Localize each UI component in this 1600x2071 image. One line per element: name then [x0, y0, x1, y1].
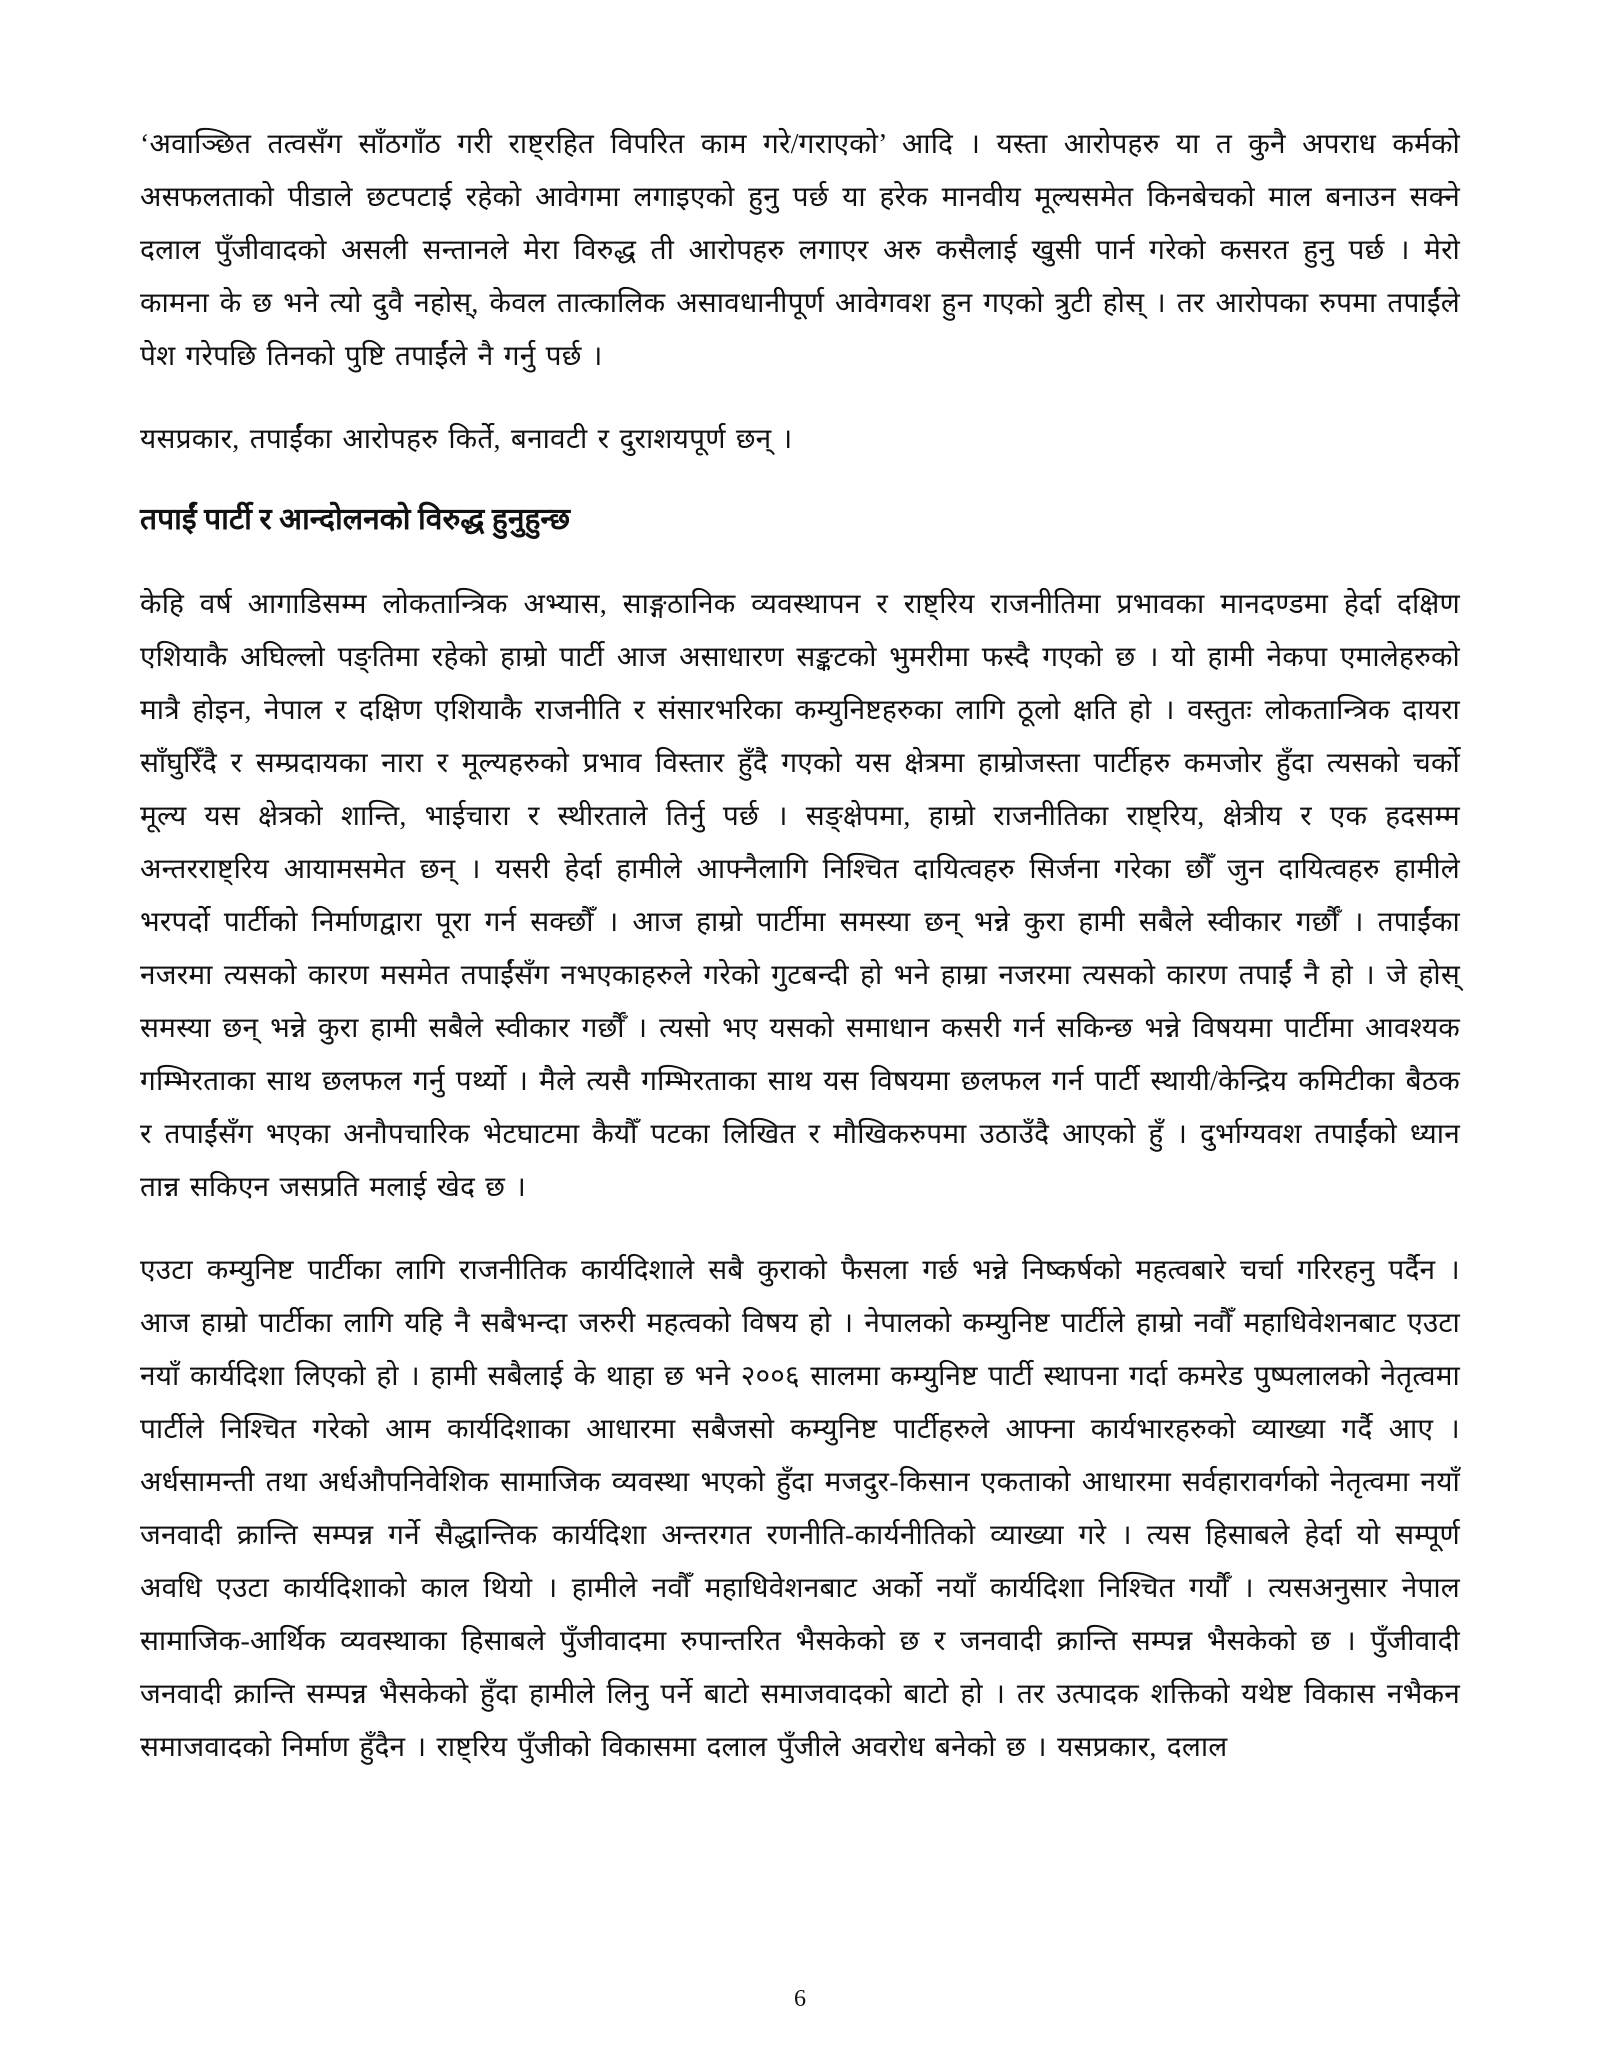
section-heading: तपाईं पार्टी र आन्दोलनको विरुद्ध हुनुहुन्छ: [140, 503, 571, 536]
paragraph-party-crisis: केहि वर्ष आगाडिसम्म लोकतान्त्रिक अभ्यास, साङ्गठानिक व्यवस्थापन र राष्ट्रिय राजनीतिमा प्रभावका मानदण्डमा हेर्दा दक्षिण एशियाकै अघिल्लो पङ्तिमा रहेको हाम्रो पार्टी आज असाधारण सङ्कटको भुमरीमा फस्दै गएको छ । यो हामी नेकपा एमालेहरुको मात्रै होइन, नेपाल र दक्षिण एशियाकै राजनीति र संसारभरिका कम्युनिष्टहरुका लागि ठूलो क्षति हो । वस्तुतः लोकतान्त्रिक दायरा साँघुरिँदै र सम्प्रदायका नारा र मूल्यहरुको प्रभाव विस्तार हुँदै गएको यस क्षेत्रमा हाम्रोजस्ता पार्टीहरु कमजोर हुँदा त्यसको चर्को मूल्य यस क्षेत्रको शान्ति, भाईचारा र स्थीरताले तिर्नु पर्छ । सङ्क्षेपमा, हाम्रो राजनीतिका राष्ट्रिय, क्षेत्रीय र एक हदसम्म अन्तरराष्ट्रिय आयामसमेत छन् । यसरी हेर्दा हामीले आफ्नैलागि निश्चित दायित्वहरु सिर्जना गरेका छौँ जुन दायित्वहरु हामीले भरपर्दो पार्टीको निर्माणद्वारा पूरा गर्न सक्छौँ । आज हाम्रो पार्टीमा समस्या छन् भन्ने कुरा हामी सबैले स्वीकार गर्छौँ । तपाईंका नजरमा त्यसको कारण मसमेत तपाईंसँग नभएकाहरुले गरेको गुटबन्दी हो भने हाम्रा नजरमा त्यसको कारण तपाईं नै हो । जे होस् समस्या छन् भन्ने कुरा हामी सबैले स्वीकार गर्छौँ । त्यसो भए यसको समाधान कसरी गर्न सकिन्छ भन्ने विषयमा पार्टीमा आवश्यक गम्भिरताका साथ छलफल गर्नु पर्थ्यो । मैले त्यसै गम्भिरताका साथ यस विषयमा छलफल गर्न पार्टी स्थायी/केन्द्रिय कमिटीका बैठक र तपाईंसँग भएका अनौपचारिक भेटघाटमा कैयौँ पटका लिखित र मौखिकरुपमा उठाउँदै आएको हुँ । दुर्भाग्यवश तपाईंको ध्यान तान्न सकिएन जसप्रति मलाई खेद छ ।: [140, 589, 1460, 1203]
page-number: 6: [794, 1986, 806, 2012]
paragraph-accusations: ‘अवाञ्छित तत्वसँग साँठगाँठ गरी राष्ट्रहित विपरित काम गरे/गराएको’ आदि । यस्ता आरोपहरु या त कुनै अपराध कर्मको असफलताको पीडाले छटपटाई रहेको आवेगमा लगाइएको हुनु पर्छ या हरेक मानवीय मूल्यसमेत किनबेचको माल बनाउन सक्ने दलाल पुँजीवादको असली सन्तानले मेरा विरुद्ध ती आरोपहरु लगाएर अरु कसैलाई खुसी पार्न गरेको कसरत हुनु पर्छ । मेरो कामना के छ भने त्यो दुवै नहोस्, केवल तात्कालिक असावधानीपूर्ण आवेगवश हुन गएको त्रुटी होस् । तर आरोपका रुपमा तपाईंले पेश गरेपछि तिनको पुष्टि तपाईंले नै गर्नु पर्छ ।: [140, 129, 1460, 372]
paragraph-conclusion-forged: यसप्रकार, तपाईंका आरोपहरु किर्ते, बनावटी र दुराशयपूर्ण छन् ।: [140, 424, 793, 455]
paragraph-political-line: एउटा कम्युनिष्ट पार्टीका लागि राजनीतिक कार्यदिशाले सबै कुराको फैसला गर्छ भन्ने निष्कर्षको महत्वबारे चर्चा गरिरहनु पर्दैन । आज हाम्रो पार्टीका लागि यहि नै सबैभन्दा जरुरी महत्वको विषय हो । नेपालको कम्युनिष्ट पार्टीले हाम्रो नवौँ महाधिवेशनबाट एउटा नयाँ कार्यदिशा लिएको हो । हामी सबैलाई के थाहा छ भने २००६ सालमा कम्युनिष्ट पार्टी स्थापना गर्दा कमरेड पुष्पलालको नेतृत्वमा पार्टीले निश्चित गरेको आम कार्यदिशाका आधारमा सबैजसो कम्युनिष्ट पार्टीहरुले आफ्ना कार्यभारहरुको व्याख्या गर्दै आए । अर्धसामन्ती तथा अर्धऔपनिवेशिक सामाजिक व्यवस्था भएको हुँदा मजदुर-किसान एकताको आधारमा सर्वहारावर्गको नेतृत्वमा नयाँ जनवादी क्रान्ति सम्पन्न गर्ने सैद्धान्तिक कार्यदिशा अन्तरगत रणनीति-कार्यनीतिको व्याख्या गरे । त्यस हिसाबले हेर्दा यो सम्पूर्ण अवधि एउटा कार्यदिशाको काल थियो । हामीले नवौँ महाधिवेशनबाट अर्को नयाँ कार्यदिशा निश्चित गर्यौँ । त्यसअनुसार नेपाल सामाजिक-आर्थिक व्यवस्थाका हिसाबले पुँजीवादमा रुपान्तरित भैसकेको छ र जनवादी क्रान्ति सम्पन्न भैसकेको छ । पुँजीवादी जनवादी क्रान्ति सम्पन्न भैसकेको हुँदा हामीले लिनु पर्ने बाटो समाजवादको बाटो हो । तर उत्पादक शक्तिको यथेष्ट विकास नभैकन समाजवादको निर्माण हुँदैन । राष्ट्रिय पुँजीको विकासमा दलाल पुँजीले अवरोध बनेको छ । यसप्रकार, दलाल: [140, 1255, 1460, 1763]
